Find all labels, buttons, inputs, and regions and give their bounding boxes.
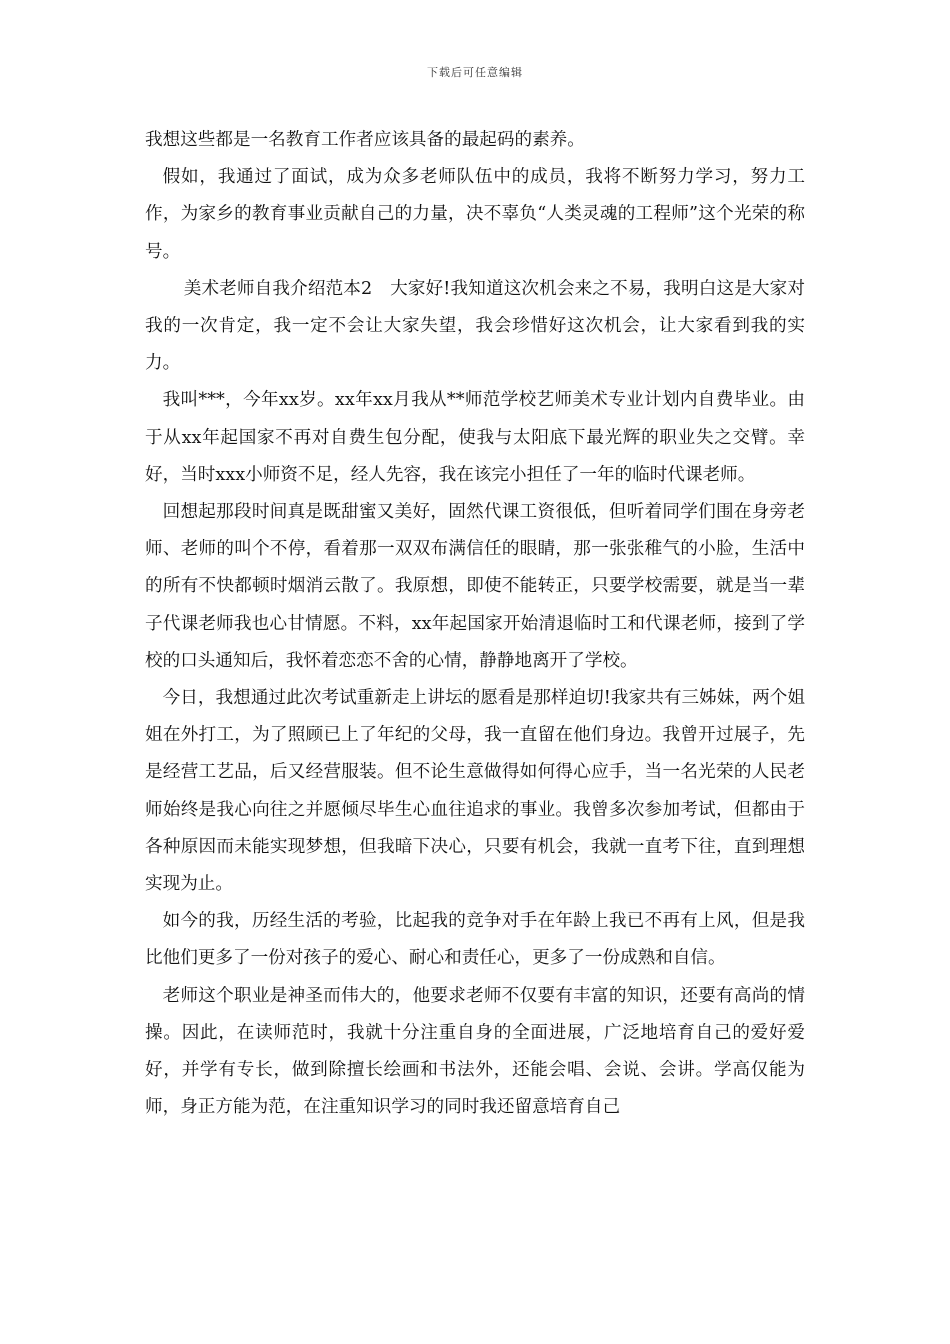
- paragraph: 美术老师自我介绍范本2 大家好!我知道这次机会来之不易，我明白这是大家对我的一次肯定，我一定不会让大家失望，我会珍惜好这次机会，让大家看到我的实力。: [145, 278, 805, 374]
- paragraph: 今日，我想通过此次考试重新走上讲坛的愿看是那样迫切!我家共有三姊妹，两个姐姐在外打工，为了照顾已上了年纪的父母，我一直留在他们身边。我曾开过展子，先是经营工艺品，后又经营服装。但不论生意做得如何得心应手，当一名光荣的人民老师始终是我心向往之并愿倾尽毕生心血往追求的事业。我曾多次参加考试，但都由于各种原因而未能实现梦想，但我暗下决心，只要有机会，我就一直考下往，直到理想实现为止。: [145, 688, 805, 895]
- paragraph: 我叫***，今年xx岁。xx年xx月我从**师范学校艺师美术专业计划内自费毕业。由于从xx年起国家不再对自费生包分配，使我与太阳底下最光辉的职业失之交臂。幸好，当时xxx小师资不足，经人先容，我在该完小担任了一年的临时代课老师。: [145, 390, 805, 485]
- paragraph: 老师这个职业是神圣而伟大的，他要求老师不仅要有丰富的知识，还要有高尚的情操。因此，在读师范时，我就十分注重自身的全面进展，广泛地培育自己的爱好爱好，并学有专长，做到除擅长绘画和书法外，还能会唱、会说、会讲。学高仅能为师，身正方能为范，在注重知识学习的同时我还留意培育自己: [145, 985, 805, 1118]
- paragraph: 我想这些都是一名教育工作者应该具备的最起码的素养。: [145, 130, 585, 150]
- paragraph: 回想起那段时间真是既甜蜜又美好，固然代课工资很低，但听着同学们围在身旁老师、老师的叫个不停，看着那一双双布满信任的眼睛，那一张张稚气的小脸，生活中的所有不快都顿时烟消云散了。我原想，即使不能转正，只要学校需要，就是当一辈子代课老师我也心甘情愿。不料，xx年起国家开始清退临时工和代课老师，接到了学校的口头通知后，我怀着恋恋不舍的心情，静静地离开了学校。: [145, 502, 805, 671]
- paragraph: 假如，我通过了面试，成为众多老师队伍中的成员，我将不断努力学习，努力工作，为家乡的教育事业贡献自己的力量，决不辜负“人类灵魂的工程师”这个光荣的称号。: [145, 167, 805, 262]
- paragraph: 如今的我，历经生活的考验，比起我的竞争对手在年龄上我已不再有上风，但是我比他们更多了一份对孩子的爱心、耐心和责任心，更多了一份成熟和自信。: [145, 911, 805, 969]
- document-body: [145, 122, 805, 1126]
- page-header: 下载后可任意编辑: [427, 66, 523, 79]
